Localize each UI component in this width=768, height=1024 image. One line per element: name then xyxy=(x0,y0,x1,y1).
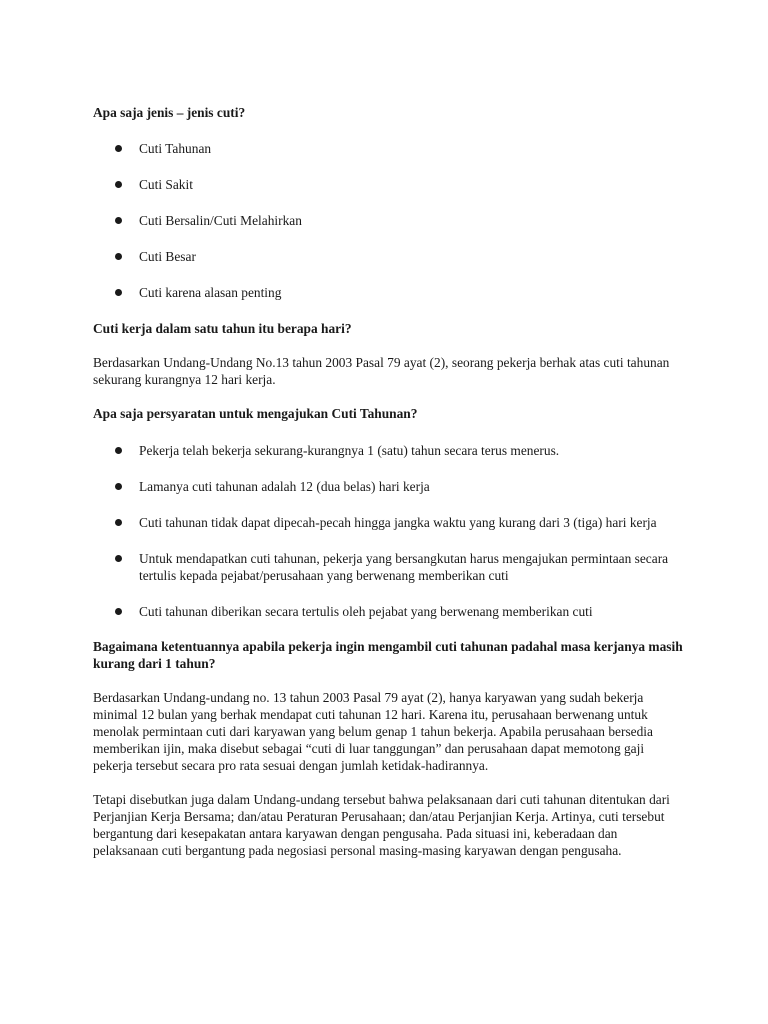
list-item-text: Cuti Sakit xyxy=(139,177,193,192)
bullet-icon xyxy=(115,145,122,152)
list-item-text: Pekerja telah bekerja sekurang-kurangnya 1 (satu) tahun secara terus menerus. xyxy=(139,443,560,458)
list-item-text: Untuk mendapatkan cuti tahunan, pekerja yang bersangkutan harus mengajukan permintaan secara tertulis kepada pejabat/perusahaan yang berwenang memberikan cuti xyxy=(139,551,669,583)
heading-jenis-cuti: Apa saja jenis – jenis cuti? xyxy=(93,105,246,120)
list-item xyxy=(93,248,683,265)
list-persyaratan xyxy=(93,442,683,620)
bullet-icon xyxy=(115,217,122,224)
paragraph-masa-kerja-1: Berdasarkan Undang-undang no. 13 tahun 2003 Pasal 79 ayat (2), hanya karyawan yang sudah bekerja minimal 12 bulan yang berhak mendapat cuti tahunan 12 hari. Karena itu, perusahaan berwenang untuk menolak permintaan cuti dari karyawan yang belum genap 1 tahun bekerja. Apabila perusahaan bersedia memberikan ijin, maka disebut sebagai “cuti di luar tanggungan” dan perusahaan dapat memotong gaji pekerja tersebut secara pro rata sesuai dengan jumlah ketidak-hadirannya. xyxy=(93,690,653,773)
paragraph-masa-kerja-2: Tetapi disebutkan juga dalam Undang-undang tersebut bahwa pelaksanaan dari cuti tahunan ditentukan dari Perjanjian Kerja Bersama; dan/atau Peraturan Perusahaan; dan/atau Perjanjian Kerja. Artinya, cuti tersebut bergantung dari kesepakatan antara karyawan dengan pengusaha. Pada situasi ini, keberadaan dan pelaksanaan cuti bergantung pada negosiasi personal masing-masing karyawan dengan pengusaha. xyxy=(93,792,670,858)
list-item xyxy=(93,603,683,620)
paragraph-cuti-satu-tahun: Berdasarkan Undang-Undang No.13 tahun 2003 Pasal 79 ayat (2), seorang pekerja berhak atas cuti tahunan sekurang kurangnya 12 hari kerja. xyxy=(93,355,670,387)
list-item xyxy=(93,212,683,229)
list-item-text: Lamanya cuti tahunan adalah 12 (dua belas) hari kerja xyxy=(139,479,430,494)
heading-masa-kerja: Bagaimana ketentuannya apabila pekerja ingin mengambil cuti tahunan padahal masa kerjanya masih kurang dari 1 tahun? xyxy=(93,639,683,671)
bullet-icon xyxy=(115,447,122,454)
list-item-text: Cuti tahunan diberikan secara tertulis oleh pejabat yang berwenang memberikan cuti xyxy=(139,604,593,619)
list-item xyxy=(93,514,683,531)
bullet-icon xyxy=(115,181,122,188)
heading-persyaratan: Apa saja persyaratan untuk mengajukan Cuti Tahunan? xyxy=(93,406,418,421)
list-item-text: Cuti Tahunan xyxy=(139,141,212,156)
list-item xyxy=(93,140,683,157)
document-page xyxy=(93,104,683,859)
list-jenis-cuti xyxy=(93,140,683,301)
bullet-icon xyxy=(115,608,122,615)
bullet-icon xyxy=(115,289,122,296)
bullet-icon xyxy=(115,253,122,260)
list-item xyxy=(93,550,683,584)
list-item xyxy=(93,176,683,193)
list-item xyxy=(93,284,683,301)
bullet-icon xyxy=(115,519,122,526)
list-item-text: Cuti karena alasan penting xyxy=(139,285,282,300)
list-item-text: Cuti Besar xyxy=(139,249,196,264)
bullet-icon xyxy=(115,555,122,562)
heading-cuti-satu-tahun: Cuti kerja dalam satu tahun itu berapa hari? xyxy=(93,321,352,336)
list-item xyxy=(93,442,683,459)
bullet-icon xyxy=(115,483,122,490)
list-item-text: Cuti tahunan tidak dapat dipecah-pecah hingga jangka waktu yang kurang dari 3 (tiga) hari kerja xyxy=(139,515,657,530)
list-item xyxy=(93,478,683,495)
list-item-text: Cuti Bersalin/Cuti Melahirkan xyxy=(139,213,302,228)
